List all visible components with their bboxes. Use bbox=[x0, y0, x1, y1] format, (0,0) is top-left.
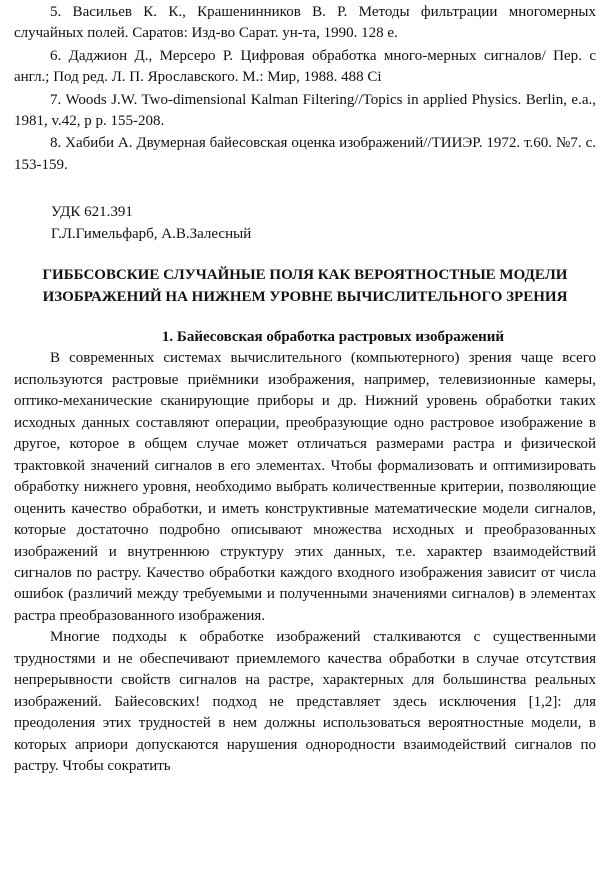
authors: Г.Л.Гимельфарб, А.В.Залесный bbox=[51, 225, 252, 242]
body-paragraph: Многие подходы к обработке изображений сталкиваются с существенными трудностями и не обеспечивают приемлемого качества обработки в случае отсутствия непрерывности свойств сигналов на растре, характерных для большинства реальных изображений. Байесовских! подход не представляет здесь исключения [1,2]: для преодоления этих трудностей в нем должны использоваться вероятностные модели, в которых априори допускаются нарушения однородности взаимодействий сигналов по растру. Чтобы сократить bbox=[14, 629, 596, 775]
udc-code: УДК 621.391 bbox=[51, 204, 133, 221]
section-heading: 1. Байесовская обработка растровых изображений bbox=[161, 329, 505, 346]
body-paragraph: В современных системах вычислительного (компьютерного) зрения чаще всего используются растровые приёмники изображения, например, телевизионные камеры, оптико-механические сканирующие приборы и др. Нижний уровень обработки таких исходных данных составляют операции, преобразующие одно растровое изображение в другое, которое в общем случае может отличаться размерами растра и физической трактовкой значений сигналов в его элементах. Чтобы формализовать и оптимизировать обработку нижнего уровня, необходимо выбрать количественные критерии, позволяющие оценить качество обработки, и иметь конструктивные математические модели сигналов, которые достаточно подробно описывают множества исходных и преобразованных изображений и внутреннюю структуру этих данных, т.е. характер взаимодействий сигналов по растру. Качество обработки каждого входного изображения зависит от числа ошибок (различий между требуемыми и полученными значениями сигналов) в элементах растра преобразованного изображения. bbox=[14, 350, 596, 624]
reference-item: 6. Даджион Д., Мерсеро Р. Цифровая обработка много-мерных сигналов/ Пер. с англ.; Под ред. Л. П. Ярославского. М.: Мир, 1988. 488 Сі bbox=[14, 47, 596, 86]
reference-item: 8. Хабиби А. Двумерная байесовская оценка изображений//ТИИЭР. 1972. т.60. №7. с. 153-159. bbox=[14, 135, 596, 173]
reference-item: 5. Васильев К. К., Крашенинников В. Р. Методы фильтрации многомерных случайных полей. Саратов: Изд-во Сарат. ун-та, 1990. 128 е. bbox=[14, 4, 596, 42]
article-title: ГИББСОВСКИЕ СЛУЧАЙНЫЕ ПОЛЯ КАК ВЕРОЯТНОСТНЫЕ МОДЕЛИ ИЗОБРАЖЕНИЙ НА НИЖНЕМ УРОВНЕ ВЫЧИСЛИТЕЛЬНОГО ЗРЕНИЯ bbox=[42, 267, 568, 305]
reference-list bbox=[14, 0, 596, 176]
reference-item: 7. Woods J.W. Two-dimensional Kalman Filtering//Topics in applied Physics. Berlin, e.a., 1981, v.42, p p. 155-208. bbox=[14, 91, 596, 130]
article-header bbox=[14, 202, 596, 245]
